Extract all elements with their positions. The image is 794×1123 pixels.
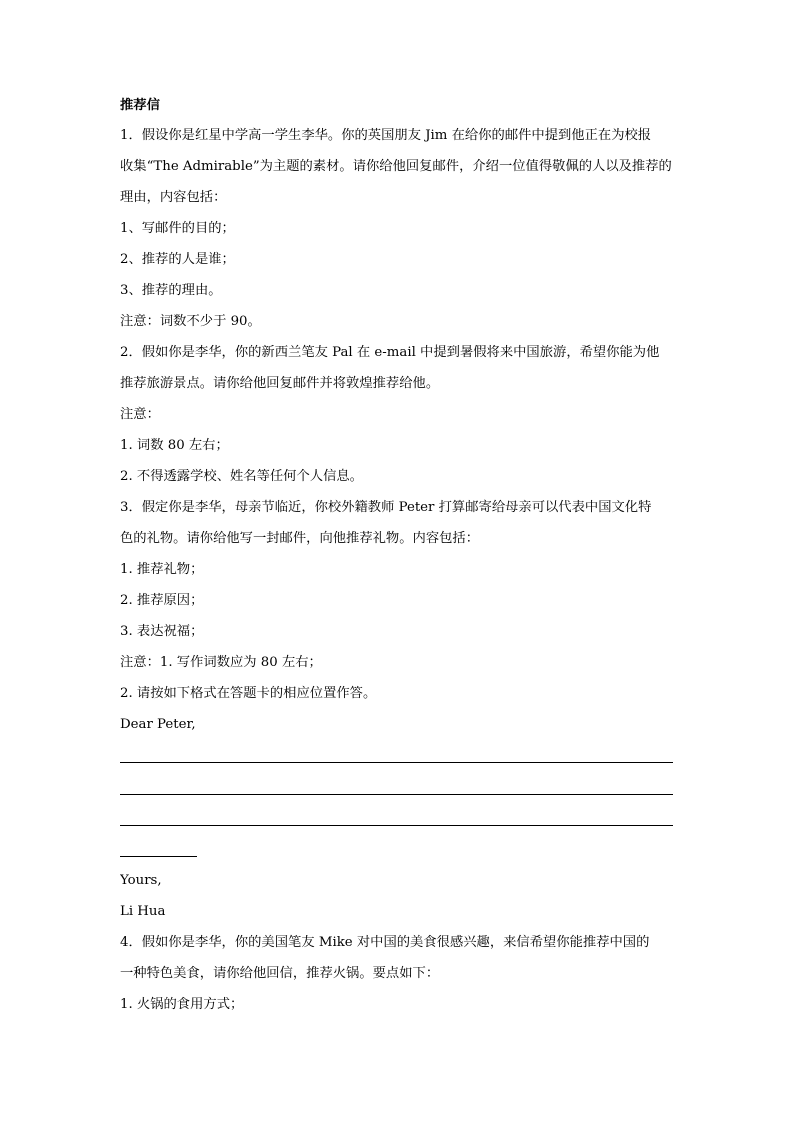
question-2-line-1: 2．假如你是李华，你的新西兰笔友 Pal 在 e-mail 中提到暑假将来中国旅游，希望你能为他 [120,345,660,360]
question-1-point-2: 2、推荐的人是谁； [120,252,235,267]
question-3-point-3: 3. 表达祝福； [120,624,204,639]
question-3-line-1: 3．假定你是李华，母亲节临近，你校外籍教师 Peter 打算邮寄给母亲可以代表中国文化特 [120,500,652,515]
question-1-line-1: 1．假设你是红星中学高一学生李华。你的英国朋友 Jim 在给你的邮件中提到他正在为校报 [120,128,652,143]
question-4-line-2: 一种特色美食，请你给他回信，推荐火锅。要点如下： [120,966,440,981]
question-1-point-1: 1、写邮件的目的； [120,221,235,236]
answer-line [120,794,673,795]
question-3-note-1: 注意：1. 写作词数应为 80 左右； [120,655,322,670]
question-4-point-1: 1. 火锅的食用方式； [120,997,244,1012]
answer-line [120,762,673,763]
question-2-note-2: 2. 不得透露学校、姓名等任何个人信息。 [120,469,363,484]
question-3-point-2: 2. 推荐原因； [120,593,204,608]
question-4-line-1: 4．假如你是李华，你的美国笔友 Mike 对中国的美食很感兴趣，来信希望你能推荐中国的 [120,935,650,950]
answer-line [120,825,673,826]
question-1-note: 注意：词数不少于 90。 [120,314,261,329]
letter-signature: Li Hua [120,904,166,919]
letter-salutation: Dear Peter, [120,717,196,732]
question-2-line-2: 推荐旅游景点。请你给他回复邮件并将敦煌推荐给他。 [120,376,440,391]
document-title: 推荐信 [120,98,160,113]
question-3-line-2: 色的礼物。请你给他写一封邮件，向他推荐礼物。内容包括： [120,531,480,546]
question-1-line-2: 收集“The Admirable”为主题的素材。请你给他回复邮件，介绍一位值得敬佩的人以及推荐的 [120,159,672,174]
question-1-line-3: 理由，内容包括： [120,190,227,205]
question-3-point-1: 1. 推荐礼物； [120,562,204,577]
question-2-note-1: 1. 词数 80 左右； [120,438,229,453]
question-1-point-3: 3、推荐的理由。 [120,283,222,298]
letter-closing: Yours, [120,873,162,888]
question-3-note-2: 2. 请按如下格式在答题卡的相应位置作答。 [120,686,377,701]
question-2-note-label: 注意： [120,407,160,422]
answer-line-short [120,856,197,857]
